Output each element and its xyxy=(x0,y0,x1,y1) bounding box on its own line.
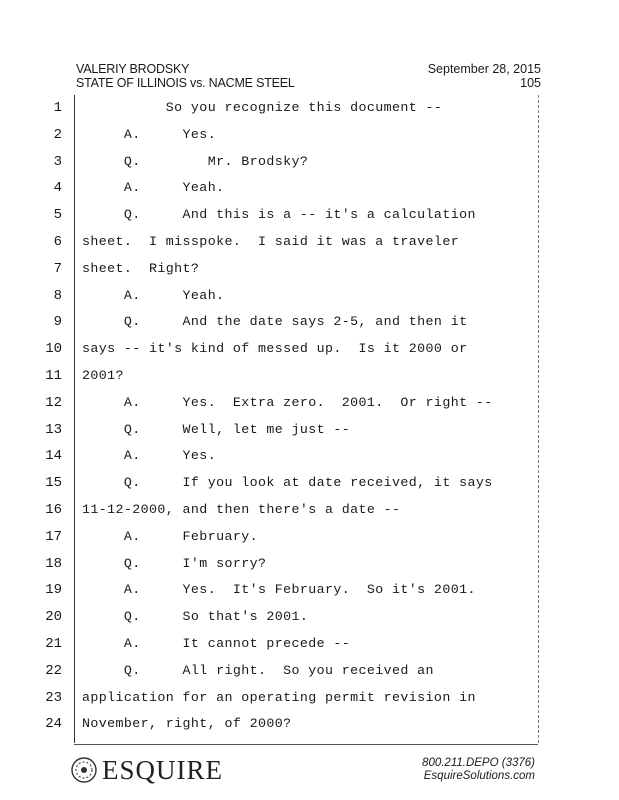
line-text: A. Yes. Extra zero. 2001. Or right -- xyxy=(82,394,493,410)
line-text: sheet. Right? xyxy=(82,260,200,276)
transcript-line xyxy=(0,256,619,282)
line-number: 19 xyxy=(45,582,62,599)
line-text: sheet. I misspoke. I said it was a traveler xyxy=(82,234,460,249)
line-number: 24 xyxy=(45,716,62,733)
line-text: 11-12-2000, and then there's a date -- xyxy=(82,502,401,517)
line-text: A. Yes. xyxy=(82,448,217,464)
transcript-line xyxy=(0,336,619,362)
line-number: 15 xyxy=(45,475,62,492)
line-number: 5 xyxy=(53,207,62,224)
line-number: 23 xyxy=(45,689,62,706)
line-number: 22 xyxy=(45,662,62,679)
line-number: 11 xyxy=(45,368,62,384)
bottom-rule xyxy=(74,744,538,745)
line-number: 20 xyxy=(45,609,62,626)
line-number: 9 xyxy=(53,314,62,331)
footer-website: EsquireSolutions.com xyxy=(423,770,535,782)
transcript-date: September 28, 2015 xyxy=(427,62,541,76)
esquire-emblem-icon xyxy=(70,756,98,784)
line-text: Q. All right. So you received an xyxy=(82,662,434,678)
transcript-line xyxy=(0,711,619,737)
transcript-line xyxy=(0,577,619,603)
transcript-line xyxy=(0,95,619,121)
transcript-line xyxy=(0,551,619,577)
transcript-line xyxy=(0,202,619,228)
line-text: 2001? xyxy=(82,368,124,383)
line-text: A. Yes. It's February. So it's 2001. xyxy=(82,582,476,598)
footer-phone: 800.211.DEPO (3376) xyxy=(422,757,535,769)
line-text: November, right, of 2000? xyxy=(82,716,292,732)
line-number: 1 xyxy=(53,100,62,116)
line-text: A. February. xyxy=(82,528,258,544)
footer-contact xyxy=(422,757,535,783)
line-text: Q. So that's 2001. xyxy=(82,609,309,625)
transcript-header-left xyxy=(76,62,295,90)
line-number: 10 xyxy=(45,341,62,358)
line-number: 16 xyxy=(45,502,62,518)
page-number: 105 xyxy=(520,76,541,90)
transcript-line xyxy=(0,631,619,657)
line-text: A. Yeah. xyxy=(82,180,225,196)
line-number: 4 xyxy=(53,180,62,197)
line-text: Q. I'm sorry? xyxy=(82,555,267,571)
transcript-line xyxy=(0,390,619,416)
logo-wordmark: ESQUIRE xyxy=(102,754,223,785)
line-text: application for an operating permit revision in xyxy=(82,689,476,705)
line-text: So you recognize this document -- xyxy=(82,100,443,115)
transcript-line xyxy=(0,497,619,523)
line-number: 3 xyxy=(53,153,62,170)
transcript-line xyxy=(0,443,619,469)
line-text: says -- it's kind of messed up. Is it 2000 or xyxy=(82,341,468,357)
transcript-line xyxy=(0,685,619,711)
esquire-logo xyxy=(70,752,223,788)
line-text: Q. And this is a -- it's a calculation xyxy=(82,207,476,223)
transcript-line xyxy=(0,175,619,201)
witness-name: VALERIY BRODSKY xyxy=(76,62,190,76)
line-number: 13 xyxy=(45,421,62,438)
transcript-line xyxy=(0,470,619,496)
transcript-line xyxy=(0,417,619,443)
line-number: 12 xyxy=(45,394,62,411)
transcript-header-right xyxy=(428,62,541,90)
line-number: 7 xyxy=(53,260,62,277)
line-text: Q. Mr. Brodsky? xyxy=(82,153,309,169)
transcript-line xyxy=(0,229,619,255)
line-number: 21 xyxy=(45,636,62,652)
line-text: A. Yeah. xyxy=(82,287,225,303)
line-text: Q. And the date says 2-5, and then it xyxy=(82,314,468,330)
transcript-line xyxy=(0,149,619,175)
transcript-line xyxy=(0,524,619,550)
transcript-line xyxy=(0,658,619,684)
line-text: A. It cannot precede -- xyxy=(82,636,351,651)
line-number: 18 xyxy=(45,555,62,572)
transcript-line xyxy=(0,122,619,148)
line-number: 2 xyxy=(53,126,62,143)
transcript-line xyxy=(0,309,619,335)
line-number: 6 xyxy=(53,234,62,250)
line-text: Q. Well, let me just -- xyxy=(82,421,351,437)
line-number: 8 xyxy=(53,287,62,304)
transcript-line xyxy=(0,604,619,630)
line-number: 14 xyxy=(45,448,62,465)
line-number: 17 xyxy=(45,528,62,545)
line-text: A. Yes. xyxy=(82,126,217,142)
transcript-line xyxy=(0,363,619,389)
case-caption: STATE OF ILLINOIS vs. NACME STEEL xyxy=(76,76,295,90)
transcript-line xyxy=(0,283,619,309)
line-text: Q. If you look at date received, it says xyxy=(82,475,493,491)
